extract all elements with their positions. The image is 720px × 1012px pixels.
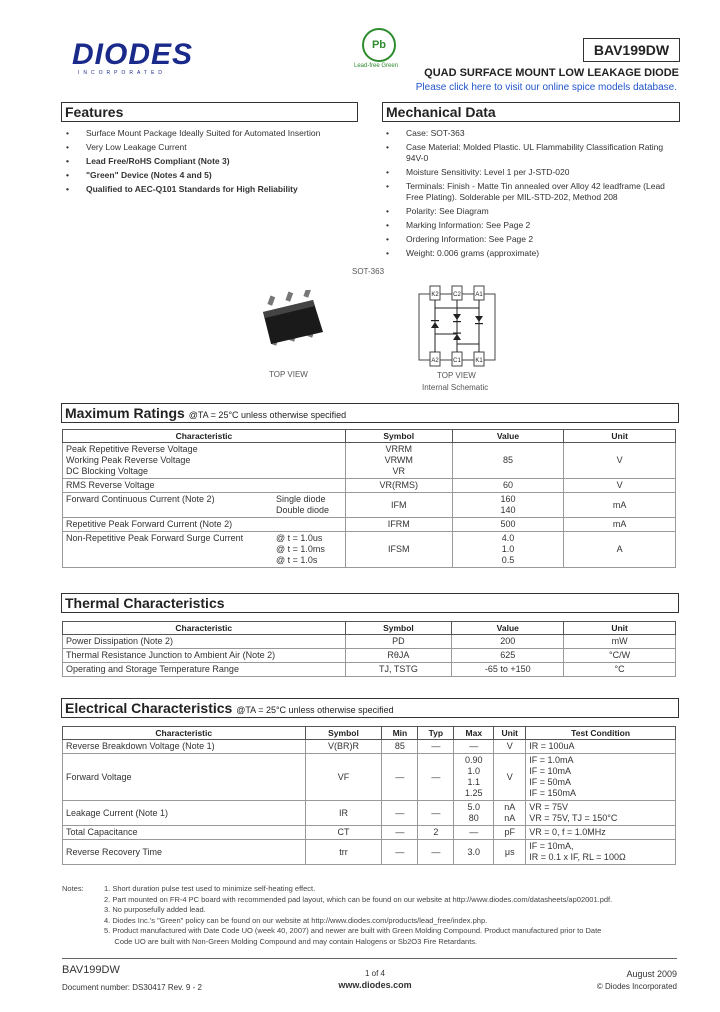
cell-line: VR [392, 466, 405, 476]
symbol-cell [345, 443, 452, 479]
cell-line: IF = 150mA [529, 788, 577, 798]
note-item: 2. Part mounted on FR-4 PC board with recommended pad layout, which can be found on our website at http://www.diodes.com/datasheets/ap02001.pdf. [104, 894, 613, 904]
column-header: Test Condition [526, 727, 676, 740]
column-header: Max [454, 727, 494, 740]
footer-date: August 2009 [626, 969, 677, 979]
column-header: Characteristic [63, 727, 306, 740]
typ-cell: — [418, 840, 454, 865]
symbol-cell: IR [305, 801, 382, 826]
value-cell: 500 [452, 518, 564, 532]
unit-cell [494, 801, 526, 826]
thermal-table [62, 621, 676, 677]
cell-line: DC Blocking Voltage [66, 466, 149, 476]
unit-cell: A [564, 532, 676, 568]
cell-line: IF = 1.0mA [529, 755, 574, 765]
value-cell [452, 532, 564, 568]
schematic-pin-label: K2 [431, 292, 439, 298]
schematic-caption: Internal Schematic [422, 383, 489, 392]
unit-cell: V [494, 754, 526, 801]
characteristic-cell [63, 493, 346, 518]
table-row [63, 663, 676, 677]
value-cell: -65 to +150 [452, 663, 564, 677]
electrical-condition: @TA = 25°C unless otherwise specified [236, 705, 394, 715]
symbol-cell: IFRM [345, 518, 452, 532]
cell-line: 140 [500, 505, 516, 515]
symbol-cell: VR(RMS) [345, 479, 452, 493]
unit-cell: V [564, 443, 676, 479]
top-view-label-right: TOP VIEW [437, 371, 476, 380]
cell-line: 80 [468, 813, 479, 823]
cell-line: VR = 75V, TJ = 150°C [529, 813, 618, 823]
test-condition-cell: IR = 100uA [526, 740, 676, 754]
cell-line: Peak Repetitive Reverse Voltage [66, 444, 198, 454]
diodes-logo: DIODES [72, 38, 194, 71]
column-header: Min [382, 727, 418, 740]
max-ratings-title: Maximum Ratings [65, 405, 185, 421]
symbol-cell: VF [305, 754, 382, 801]
footer-docnum: Document number: DS30417 Rev. 9 - 2 [62, 983, 202, 992]
characteristic-cell: Thermal Resistance Junction to Ambient Air (Note 2) [63, 649, 346, 663]
symbol-cell: TJ, TSTG [345, 663, 452, 677]
max-ratings-table [62, 429, 676, 568]
electrical-table [62, 726, 676, 865]
lead-free-icon: Pb [362, 28, 396, 62]
cell-line: 160 [500, 494, 516, 504]
list-item: • Ordering Information: See Page 2 [384, 234, 680, 245]
column-header: Value [452, 622, 564, 635]
notes-list [104, 884, 684, 947]
note-item: 3. No purposefully added lead. [104, 905, 206, 914]
max-cell: 3.0 [454, 840, 494, 865]
max-ratings-heading [61, 403, 679, 423]
column-header: Characteristic [63, 430, 346, 443]
column-header: Typ [418, 727, 454, 740]
min-cell: — [382, 826, 418, 840]
note-item: 4. Diodes Inc.'s "Green" policy can be found on our website at http://www.diodes.com/products/lead_free/index.php. [104, 915, 488, 925]
sot363-package-icon [255, 290, 330, 360]
note-item: 1. Short duration pulse test used to minimize self-heating effect. [104, 884, 316, 893]
cell-text: @ t = 1.0us [276, 533, 323, 543]
cell-line: IF = 10mA [529, 766, 571, 776]
unit-cell: V [494, 740, 526, 754]
unit-cell: pF [494, 826, 526, 840]
list-item: • Very Low Leakage Current [64, 142, 359, 153]
list-item: • Moisture Sensitivity: Level 1 per J-STD-020 [384, 167, 680, 178]
electrical-title: Electrical Characteristics [65, 700, 233, 716]
symbol-cell: PD [345, 635, 452, 649]
page-subtitle: QUAD SURFACE MOUNT LOW LEAKAGE DIODE [424, 67, 679, 79]
value-cell: 85 [452, 443, 564, 479]
characteristic-cell: Total Capacitance [63, 826, 306, 840]
list-item: • Case Material: Molded Plastic. UL Flammability Classification Rating 94V-0 [384, 142, 680, 164]
cell-line: IR = 0.1 x IF, RL = 100Ω [529, 852, 626, 862]
characteristic-cell: RMS Reverse Voltage [63, 479, 346, 493]
table-row [63, 754, 676, 801]
symbol-cell: trr [305, 840, 382, 865]
cell-line: 1.0 [501, 544, 515, 554]
electrical-heading [61, 698, 679, 718]
symbol-cell: CT [305, 826, 382, 840]
list-item: • Marking Information: See Page 2 [384, 220, 680, 231]
list-item: • "Green" Device (Notes 4 and 5) [64, 170, 359, 181]
min-cell: — [382, 754, 418, 801]
list-item: • Weight: 0.006 grams (approximate) [384, 248, 680, 259]
list-item: • Case: SOT-363 [384, 128, 680, 139]
table-row [63, 518, 676, 532]
table-row [63, 826, 676, 840]
column-header: Symbol [305, 727, 382, 740]
logo-subtitle: INCORPORATED [78, 70, 166, 76]
cell-line [66, 533, 342, 544]
typ-cell: — [418, 754, 454, 801]
table-row [63, 649, 676, 663]
table-row [63, 479, 676, 493]
characteristic-cell [63, 443, 346, 479]
notes-label: Notes: [62, 884, 84, 893]
cell-line: nA [504, 802, 516, 812]
column-header: Unit [564, 430, 676, 443]
cell-text: Forward Continuous Current (Note 2) [66, 494, 215, 504]
table-header-row [63, 622, 676, 635]
cell-line: 4.0 [501, 533, 515, 543]
unit-cell: °C/W [564, 649, 676, 663]
unit-cell: mW [564, 635, 676, 649]
typ-cell: — [418, 801, 454, 826]
max-cell: — [454, 826, 494, 840]
min-cell: 85 [382, 740, 418, 754]
unit-cell: V [564, 479, 676, 493]
max-ratings-condition: @TA = 25°C unless otherwise specified [188, 410, 347, 420]
table-row [63, 635, 676, 649]
schematic-pin-label: C2 [453, 292, 461, 298]
characteristic-cell: Leakage Current (Note 1) [63, 801, 306, 826]
test-condition-cell [526, 801, 676, 826]
cell-line: IF = 10mA, [529, 841, 574, 851]
max-cell [454, 801, 494, 826]
cell-line: @ t = 1.0ms [276, 544, 325, 554]
spice-models-link[interactable]: Please click here to visit our online spice models database. [415, 82, 677, 93]
characteristic-cell: Forward Voltage [63, 754, 306, 801]
column-header: Value [452, 430, 564, 443]
column-header: Unit [564, 622, 676, 635]
table-row [63, 840, 676, 865]
table-header-row [63, 727, 676, 740]
features-heading: Features [61, 102, 358, 122]
table-header-row [63, 430, 676, 443]
min-cell: — [382, 801, 418, 826]
schematic-pin-label: A1 [475, 292, 483, 298]
footer-divider [62, 958, 677, 959]
test-condition-cell: VR = 0, f = 1.0MHz [526, 826, 676, 840]
symbol-cell: IFSM [345, 532, 452, 568]
cell-line: 1.1 [467, 777, 481, 787]
part-number-box: BAV199DW [583, 38, 680, 62]
cell-line: 1.25 [465, 788, 483, 798]
cell-text: Non-Repetitive Peak Forward Surge Current [66, 533, 244, 543]
test-condition-cell [526, 840, 676, 865]
schematic-pin-label: K1 [475, 358, 483, 364]
unit-cell: μs [494, 840, 526, 865]
characteristic-cell [63, 532, 346, 568]
table-row [63, 801, 676, 826]
list-item: • Surface Mount Package Ideally Suited for Automated Insertion [64, 128, 359, 139]
list-item: • Polarity: See Diagram [384, 206, 680, 217]
cell-line: nA [504, 813, 516, 823]
characteristic-cell: Repetitive Peak Forward Current (Note 2) [63, 518, 346, 532]
symbol-cell: RθJA [345, 649, 452, 663]
cell-line: VRWM [384, 455, 413, 465]
characteristic-cell: Operating and Storage Temperature Range [63, 663, 346, 677]
table-row [63, 740, 676, 754]
max-cell: — [454, 740, 494, 754]
column-header: Symbol [345, 430, 452, 443]
test-condition-cell [526, 754, 676, 801]
typ-cell: 2 [418, 826, 454, 840]
package-label: SOT-363 [352, 267, 385, 276]
features-list [64, 128, 359, 198]
cell-line: 0.90 [465, 755, 483, 765]
cell-line: 1.0 [467, 766, 481, 776]
characteristic-cell: Reverse Recovery Time [63, 840, 306, 865]
table-row [63, 493, 676, 518]
schematic-pin-label: C1 [453, 358, 461, 364]
list-item: • Terminals: Finish - Matte Tin annealed over Alloy 42 leadframe (Lead Free Plating). Solderable per MIL-STD-202, Method 208 [384, 181, 680, 203]
characteristic-cell: Power Dissipation (Note 2) [63, 635, 346, 649]
top-view-label-left: TOP VIEW [269, 370, 308, 379]
footer-page: 1 of 4 [364, 969, 385, 978]
value-cell: 200 [452, 635, 564, 649]
characteristic-cell: Reverse Breakdown Voltage (Note 1) [63, 740, 306, 754]
column-header: Unit [494, 727, 526, 740]
mechanical-list [384, 128, 680, 262]
list-item: • Qualified to AEC-Q101 Standards for High Reliability [64, 184, 359, 195]
cell-text: Single diode [276, 494, 326, 504]
cell-line: 5.0 [467, 802, 481, 812]
min-cell: — [382, 840, 418, 865]
symbol-cell: V(BR)R [305, 740, 382, 754]
value-cell: 625 [452, 649, 564, 663]
cell-line: VR = 75V [529, 802, 569, 812]
lead-free-caption: Lead-free Green [354, 63, 399, 69]
schematic-pin-label: A2 [431, 358, 439, 364]
mechanical-heading: Mechanical Data [382, 102, 680, 122]
unit-cell: mA [564, 493, 676, 518]
cell-line: @ t = 1.0s [276, 555, 318, 565]
cell-line: VRRM [385, 444, 412, 454]
unit-cell: mA [564, 518, 676, 532]
table-row [63, 443, 676, 479]
table-row [63, 532, 676, 568]
symbol-cell: IFM [345, 493, 452, 518]
value-cell: 60 [452, 479, 564, 493]
cell-line: Working Peak Reverse Voltage [66, 455, 191, 465]
footer-website[interactable]: www.diodes.com [338, 980, 412, 990]
list-item: • Lead Free/RoHS Compliant (Note 3) [64, 156, 359, 167]
note-item: Code UO are built with Non-Green Molding Compound and may contain Halogens or Sb2O3 Fire Retardants. [104, 936, 478, 946]
internal-schematic-diagram [418, 284, 496, 370]
value-cell [452, 493, 564, 518]
cell-line: 0.5 [501, 555, 515, 565]
unit-cell: °C [564, 663, 676, 677]
column-header: Characteristic [63, 622, 346, 635]
cell-line: Double diode [276, 505, 330, 515]
column-header: Symbol [345, 622, 452, 635]
footer-copyright: © Diodes Incorporated [596, 982, 677, 991]
max-cell [454, 754, 494, 801]
typ-cell: — [418, 740, 454, 754]
cell-line: IF = 50mA [529, 777, 571, 787]
cell-line [66, 494, 342, 505]
thermal-heading: Thermal Characteristics [61, 593, 679, 613]
footer-part: BAV199DW [62, 964, 120, 976]
note-item: 5. Product manufactured with Date Code UO (week 40, 2007) and newer are built with Green Molding Compound. Product manufactured prior to Date [104, 926, 602, 935]
